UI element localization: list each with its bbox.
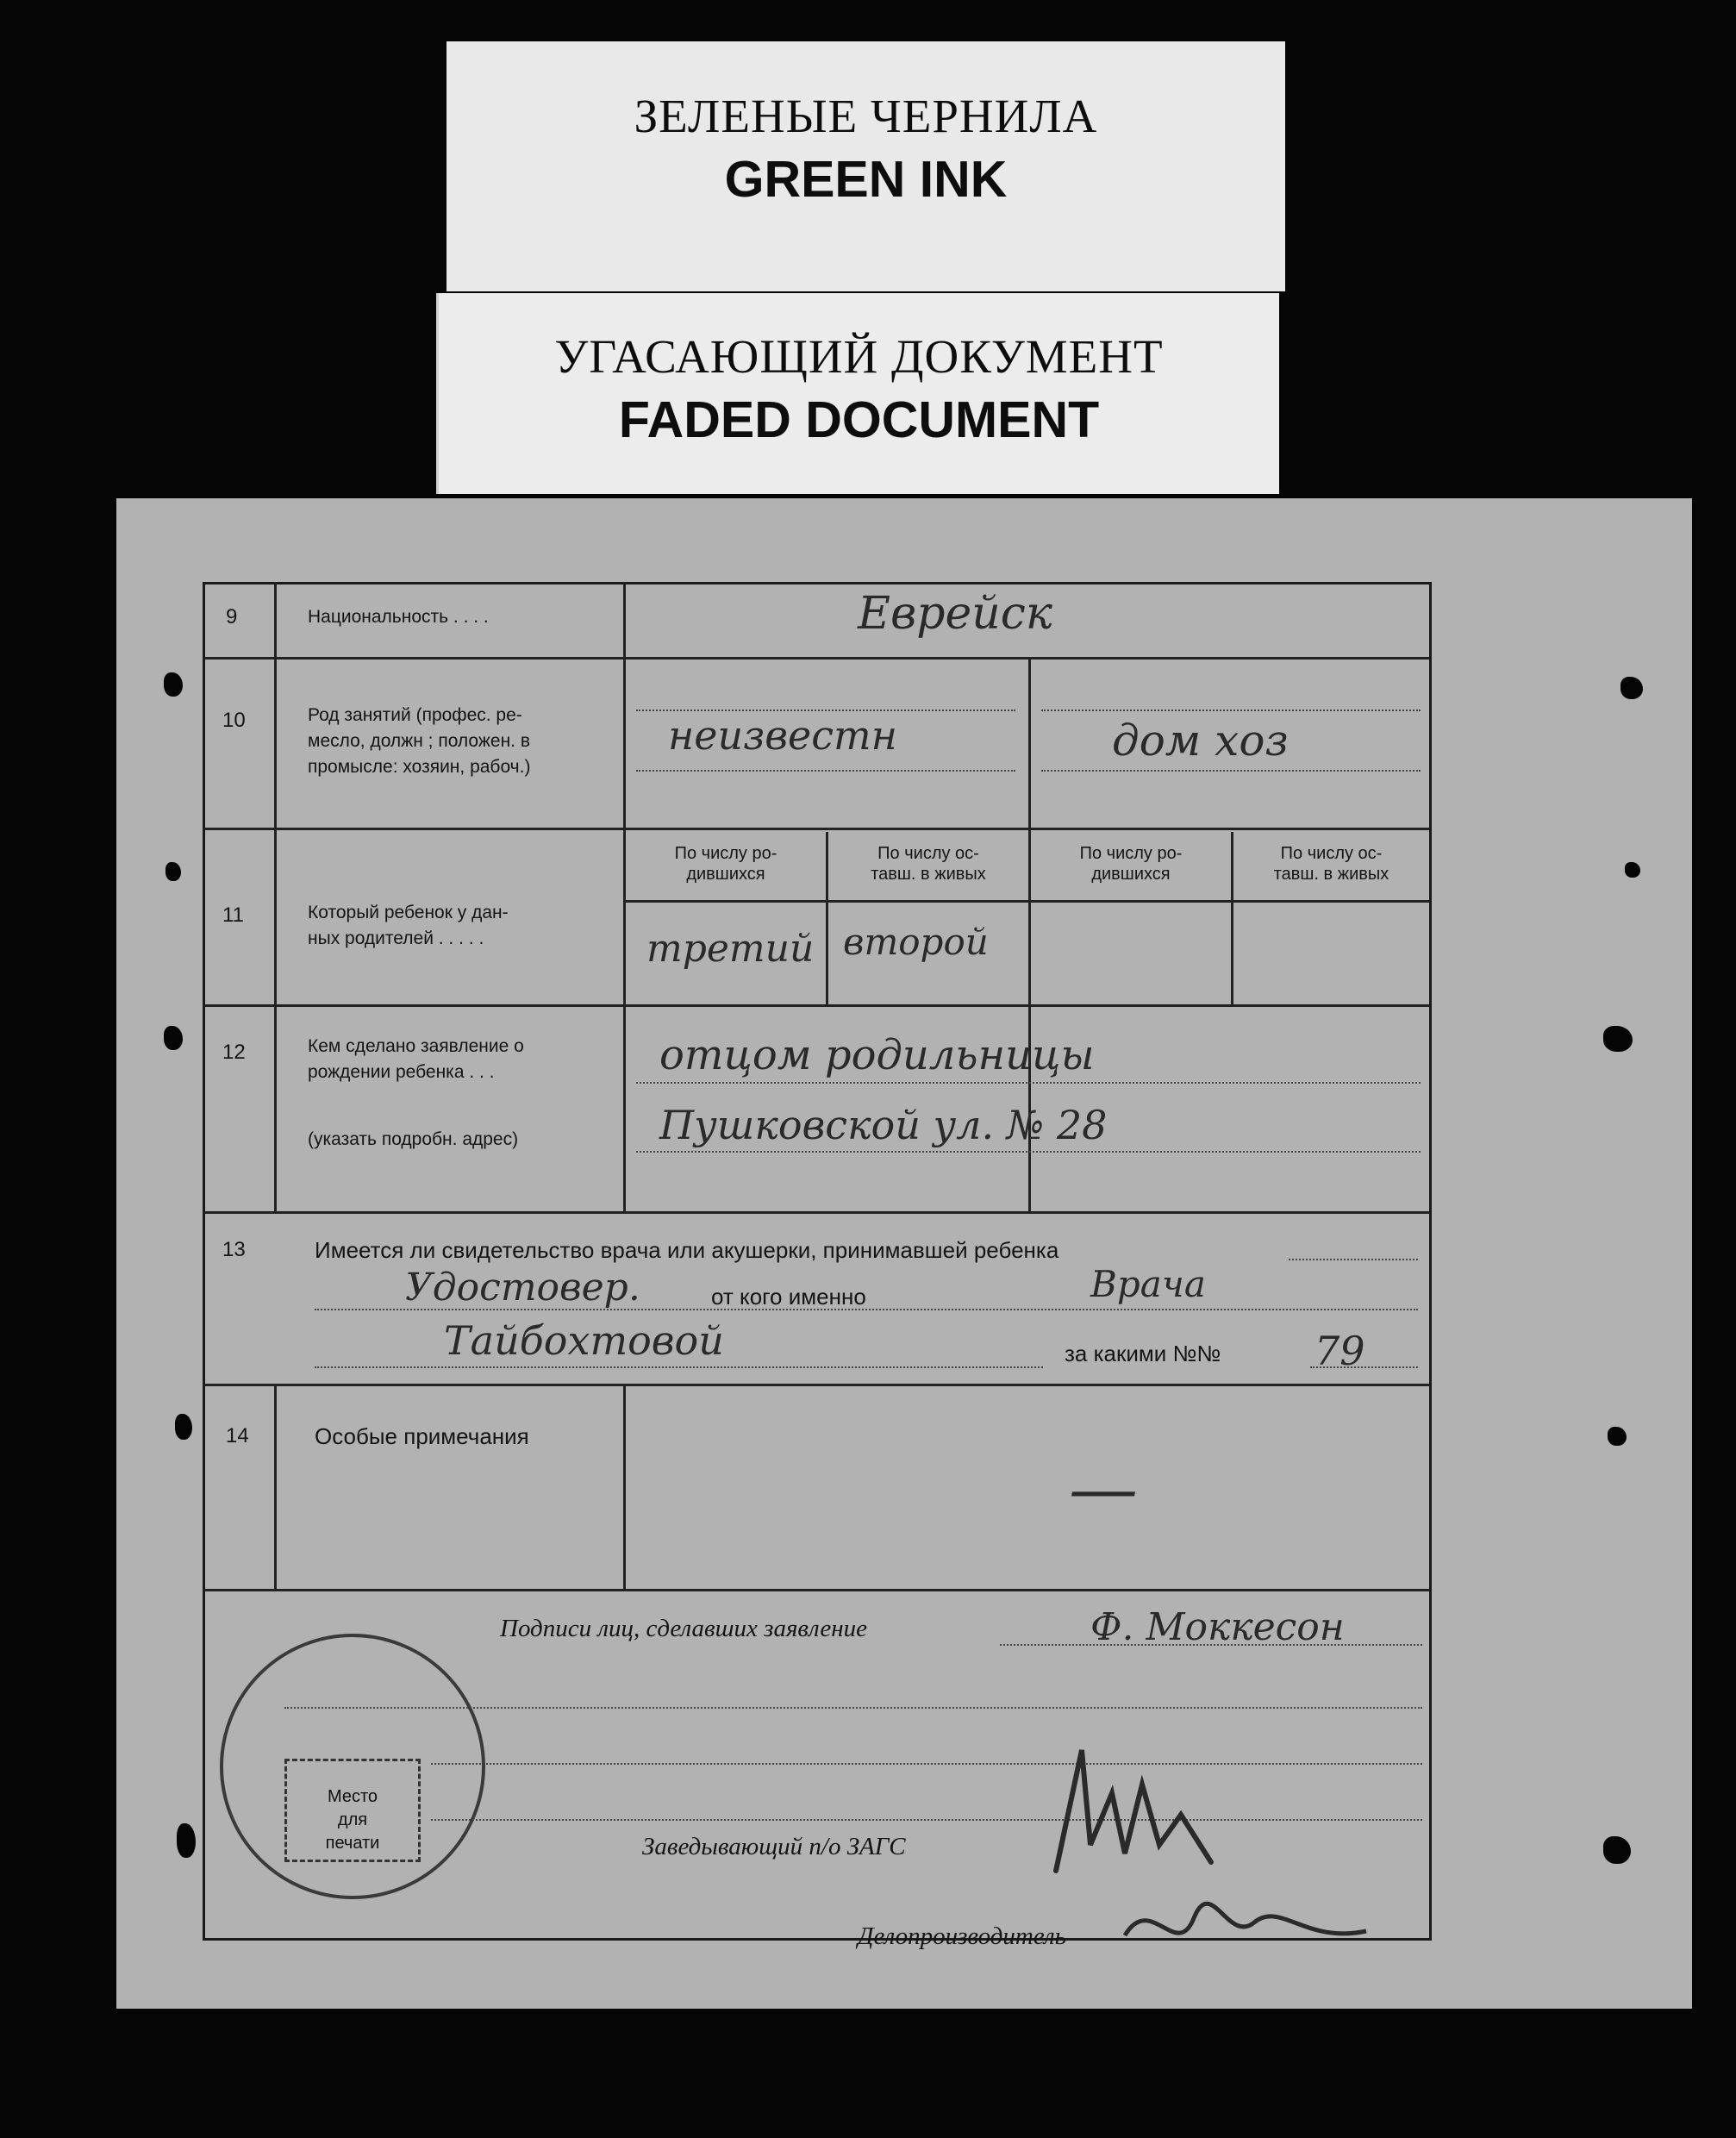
cert-number-value: 79 <box>1314 1328 1365 1374</box>
row-9-number: 9 <box>226 605 238 628</box>
zags-head-signature <box>1030 1733 1237 1879</box>
column-divider <box>274 1384 277 1589</box>
green-ink-label-ru: ЗЕЛЕНЫЕ ЧЕРНИЛА <box>634 90 1098 142</box>
column-divider <box>1231 832 1233 1004</box>
subheader-divider <box>623 900 1429 903</box>
column-divider <box>623 582 626 1211</box>
applicant-signature-value: Ф. Моккесон <box>1090 1605 1345 1649</box>
signature-line <box>431 1819 1422 1821</box>
child-order-label-line1: Который ребенок у дан- <box>308 903 509 922</box>
dotted-line <box>1289 1259 1418 1260</box>
subheader-born-1: По числу ро- дившихся <box>674 844 777 884</box>
green-ink-label <box>446 41 1285 291</box>
punch-hole <box>1603 1026 1633 1052</box>
from-whom-label: от кого именно <box>711 1284 866 1310</box>
signature-line <box>431 1763 1422 1765</box>
occupation-label-line2: месло, должн ; положен. в <box>308 731 530 751</box>
column-divider <box>274 582 277 1211</box>
punch-hole <box>1625 862 1640 878</box>
subheader-born-2: По числу ро- дившихся <box>1079 844 1183 884</box>
punch-hole <box>164 672 183 697</box>
punch-hole <box>1620 677 1643 699</box>
doctor-title-value: Врача <box>1090 1263 1206 1305</box>
faded-document-label <box>436 293 1279 494</box>
row-divider <box>203 657 1429 660</box>
subheader-living-1: По числу ос- тавш. в живых <box>871 844 986 884</box>
column-divider <box>623 1384 626 1589</box>
row-10-number: 10 <box>222 709 246 732</box>
applicants-signature-label: Подписи лиц, сделавших заявление <box>500 1615 868 1642</box>
doctor-name-value: Тайбохтовой <box>444 1317 724 1364</box>
occupation-father-value: неизвестн <box>668 712 897 759</box>
notes-label: Особые примечания <box>315 1423 529 1449</box>
row-divider <box>203 1004 1429 1007</box>
faded-document-label-en: FADED DOCUMENT <box>618 391 1100 448</box>
dotted-line <box>1041 710 1421 711</box>
row-divider <box>203 828 1429 830</box>
row-divider <box>203 1589 1429 1591</box>
punch-hole <box>1608 1427 1627 1446</box>
dotted-line <box>1041 770 1421 772</box>
dotted-line <box>636 710 1015 711</box>
nationality-value: Еврейск <box>858 588 1052 640</box>
applicant-value: отцом родильницы <box>659 1031 1095 1079</box>
applicant-label-line2: рождении ребенка . . . <box>308 1062 495 1082</box>
row-12-number: 12 <box>222 1041 246 1064</box>
faded-document-label-ru: УГАСАЮЩИЙ ДОКУМЕНТ <box>554 330 1164 383</box>
row-divider <box>203 1384 1429 1386</box>
green-ink-label-en: GREEN INK <box>724 151 1008 208</box>
punch-hole <box>1603 1836 1631 1864</box>
dotted-line <box>315 1366 1043 1368</box>
child-order-label-line2: ных родителей . . . . . <box>308 928 484 948</box>
applicant-label-line1: Кем сделано заявление о <box>308 1036 524 1056</box>
occupation-label-line1: Род занятий (профес. ре- <box>308 705 522 725</box>
dotted-line <box>636 1082 1421 1084</box>
punch-hole <box>165 862 181 881</box>
stamp-place-box: Место для печати <box>284 1759 421 1862</box>
clerk-signature <box>1116 1884 1375 1970</box>
certificate-label: Имеется ли свидетельство врача или акушерки, принимавшей ребенка <box>315 1237 1059 1263</box>
row-14-number: 14 <box>226 1424 249 1447</box>
clerk-label: Делопроизводитель <box>858 1922 1066 1950</box>
address-hint: (указать подробн. адрес) <box>308 1129 519 1149</box>
row-11-number: 11 <box>222 903 244 927</box>
punch-hole <box>177 1823 196 1858</box>
column-divider <box>826 832 828 1004</box>
subheader-living-2: По числу ос- тавш. в живых <box>1273 844 1389 884</box>
certificate-value: Удостовер. <box>405 1266 640 1310</box>
punch-hole <box>175 1414 192 1440</box>
child-order-born-value: третий <box>646 927 815 971</box>
punch-hole <box>164 1026 183 1050</box>
row-divider <box>203 1211 1429 1214</box>
cert-numbers-label: за какими №№ <box>1065 1341 1221 1366</box>
address-value: Пушковской ул. № 28 <box>659 1102 1108 1148</box>
notes-value: — <box>1069 1448 1138 1528</box>
child-order-living-value: второй <box>843 921 989 963</box>
nationality-label: Национальность . . . . <box>308 607 489 627</box>
row-13-number: 13 <box>222 1238 246 1261</box>
zags-head-label: Заведывающий п/о ЗАГС <box>642 1833 906 1860</box>
occupation-label-line3: промысле: хозяин, рабоч.) <box>308 757 531 777</box>
occupation-mother-value: дом хоз <box>1112 716 1289 766</box>
dotted-line <box>636 1151 1421 1153</box>
dotted-line <box>636 770 1015 772</box>
